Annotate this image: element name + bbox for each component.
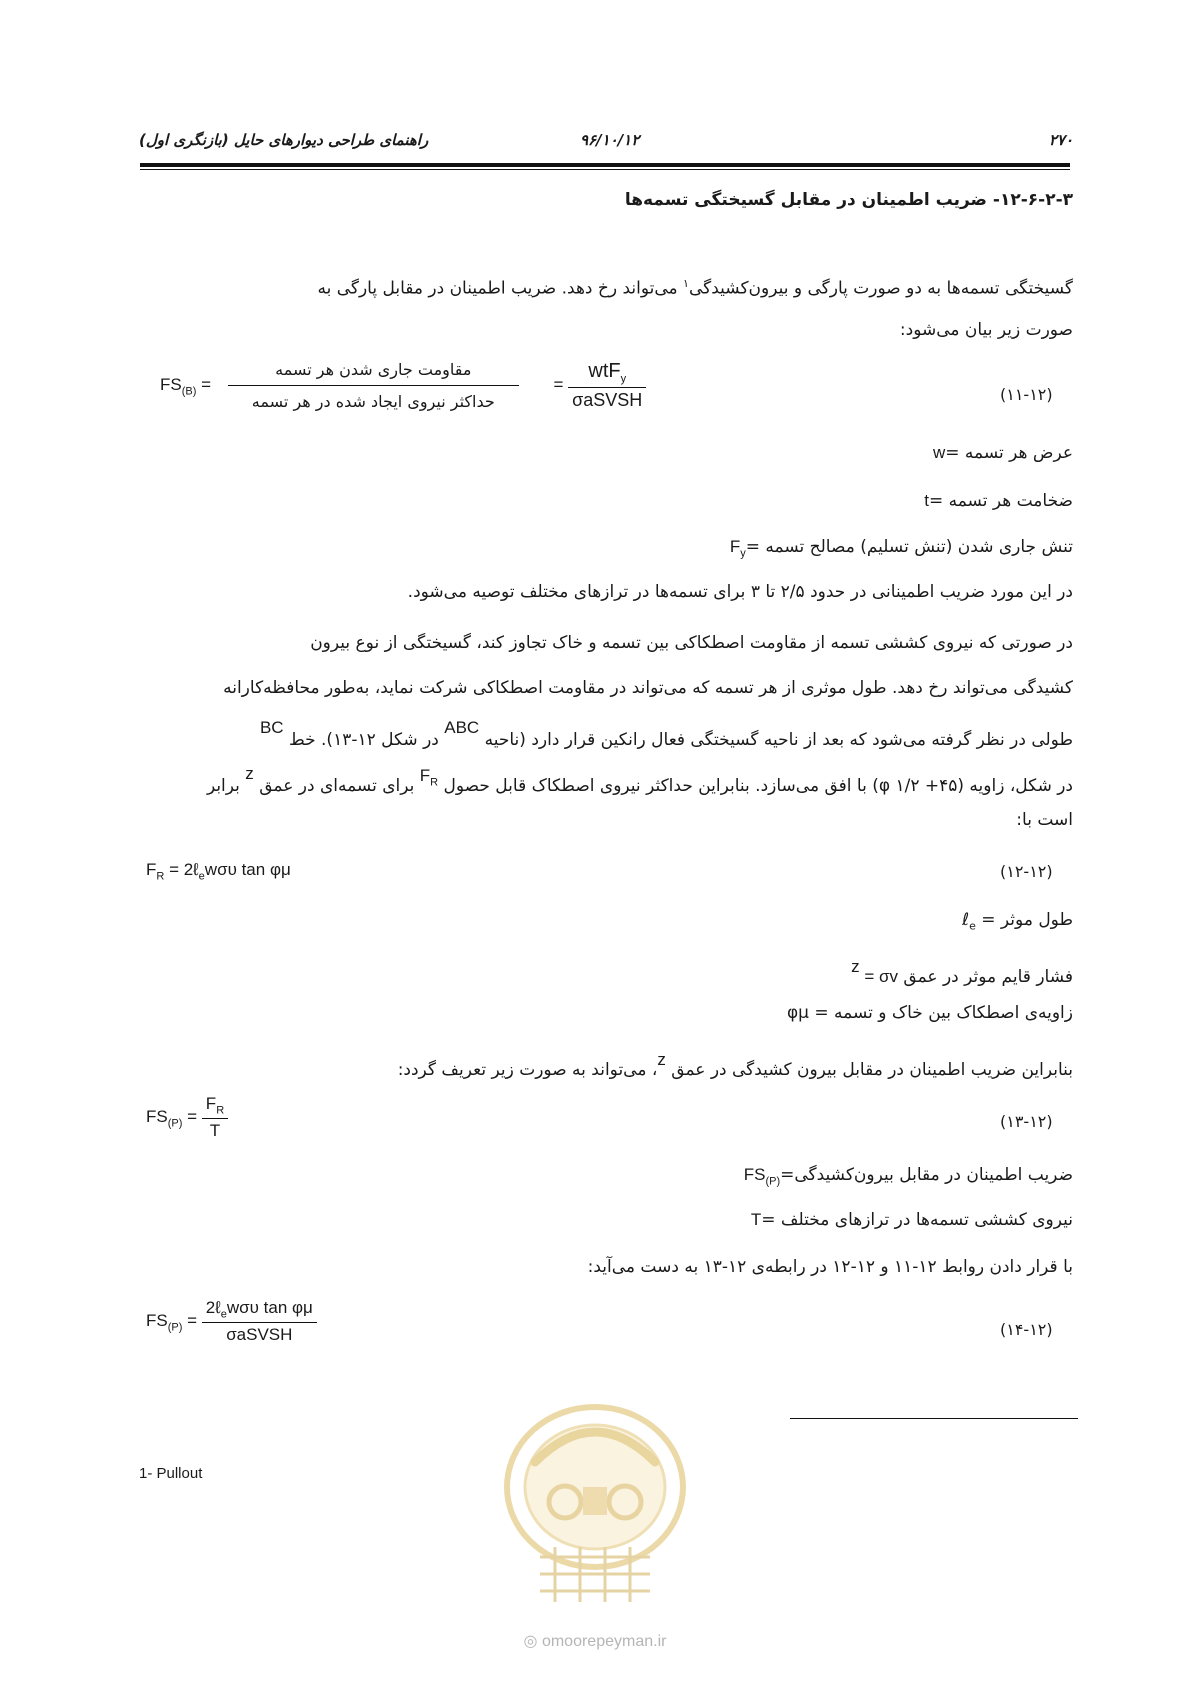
- eq11-symbol-fraction: $\frac{wtF_y}{\text{σaSVSH}}$: [568, 360, 646, 411]
- def-fy: $F_y=$ تنش جاری شدن (تنش تسلیم) مصالح تسمه: [729, 537, 1073, 560]
- def-w: w= عرض هر تسمه: [932, 443, 1073, 463]
- def-fsp: $FS_{(P)}=ضریب$ اطمینان در مقابل بیرون‌کشیدگی: [743, 1165, 1073, 1188]
- paragraph-3-line3: طولی در نظر گرفته می‌شود که بعد از ناحیه گسیختگی فعال رانکین قرار دارد (ناحیه $^{ABC}$ در شکل ۱۲-۱۳). خط $^{BC}$: [259, 718, 1073, 750]
- page-number: ۲۷۰: [1048, 131, 1073, 149]
- eq11-text-fraction: $\frac{\text{مقاومت جاری شدن هر تسمه}}{\text{حداکثر نیروی ایجاد شده در هر تسمه}}$: [228, 360, 519, 411]
- eq14-formula: $FS_{(P)}$ = $\frac{2\ell_ew\sigma\upsilon \tan \varphi\mu}{\text{σaSVSH}}$: [146, 1298, 317, 1345]
- line-bc: BC: [259, 718, 284, 737]
- footnote-rule: [790, 1418, 1078, 1419]
- watermark-text: ◎ omoorepeyman.ir: [523, 1633, 667, 1650]
- paragraph-2: در این مورد ضریب اطمینانی در حدود ۲/۵ تا ۳ برای تسمه‌ها در ترازهای مختلف توصیه می‌شود.: [407, 582, 1073, 602]
- paragraph-3-line2: کشیدگی می‌تواند رخ دهد. طول موثری از هر تسمه که می‌تواند در مقاومت اصطکاکی شرکت نماید، به‌طور محافظه‌کارانه: [223, 678, 1073, 698]
- paragraph-5: با قرار دادن روابط ۱۲-۱۱ و ۱۲-۱۲ در رابطه‌ی ۱۲-۱۳ به دست می‌آید:: [587, 1257, 1073, 1277]
- footnote: 1- Pullout: [139, 1465, 203, 1482]
- paragraph-3-line5: است با:: [1016, 810, 1073, 830]
- header-rule-thick: [140, 163, 1070, 167]
- paragraph-3-line1: در صورتی که نیروی کششی تسمه از مقاومت اصطکاکی بین تسمه و خاک تجاوز کند، گسیختگی از نوع بیرون: [310, 633, 1073, 653]
- paragraph-4: بنابراین ضریب اطمینان در مقابل بیرون کشیدگی در عمق $^z$، می‌تواند به صورت زیر تعریف گردد:: [397, 1050, 1073, 1080]
- eq11-formula: $FS_{(B)}$ = $\frac{\text{مقاومت جاری شدن هر تسمه}}{\text{حداکثر نیروی ایجاد شده در هر تسمه}}$ = $\frac{wtF_y}{\text{σaSVSH}}$: [160, 360, 646, 411]
- def-le: طول موثر = ℓ$_e$: [962, 910, 1073, 933]
- intro-paragraph-line2: صورت زیر بیان می‌شود:: [899, 320, 1073, 340]
- def-sigma-v: فشار قایم موثر در عمق $^z$ = σv: [851, 957, 1073, 987]
- def-phi-mu: زاویه‌ی اصطکاک بین خاک و تسمه = φμ: [786, 1003, 1073, 1023]
- section-heading: ۱۲-۶-۲-۳- ضریب اطمینان در مقابل گسیختگی تسمه‌ها: [624, 190, 1073, 210]
- eq13-number: (۱۳-۱۲): [1000, 1112, 1053, 1131]
- paragraph-3-line4: در شکل، زاویه (۴۵+ φ ۱/۲) با افق می‌سازد. بنابراین حداکثر نیروی اصطکاک قابل حصول $^{F_R}$ برای تسمه‌ای در عمق $^z$ برابر: [206, 764, 1073, 796]
- watermark-seal-icon: [495, 1392, 695, 1622]
- book-title: راهنمای طراحی دیوارهای حایل (بازنگری اول): [139, 131, 429, 149]
- footnote-ref: ۱: [683, 277, 689, 290]
- intro-paragraph: گسیختگی تسمه‌ها به دو صورت پارگی و بیرون‌کشیدگی$^۱$ می‌تواند رخ دهد. ضریب اطمینان در مقابل پارگی به: [317, 277, 1073, 299]
- eq12-number: (۱۲-۱۲): [1000, 862, 1053, 881]
- eq13-formula: $FS_{(P)}$ = $\frac{F_R}{T}$: [146, 1094, 228, 1141]
- header-rule-thin: [140, 169, 1070, 170]
- eq14-fraction: $\frac{2\ell_ew\sigma\upsilon \tan \varphi\mu}{\text{σaSVSH}}$: [202, 1298, 317, 1345]
- eq13-fraction: $\frac{F_R}{T}$: [202, 1094, 228, 1141]
- def-t-force: T= نیروی کششی تسمه‌ها در ترازهای مختلف: [750, 1210, 1073, 1230]
- header-date: ۹۶/۱۰/۱۲: [580, 131, 640, 149]
- def-t: t= ضخامت هر تسمه: [924, 491, 1073, 511]
- eq11-number: (۱۱-۱۲): [1000, 385, 1053, 404]
- eq14-number: (۱۴-۱۲): [1000, 1320, 1053, 1339]
- region-abc: ABC: [444, 718, 480, 737]
- eq12-formula: $F_R$ = 2ℓ$_e$wσυ tan φμ: [146, 860, 291, 883]
